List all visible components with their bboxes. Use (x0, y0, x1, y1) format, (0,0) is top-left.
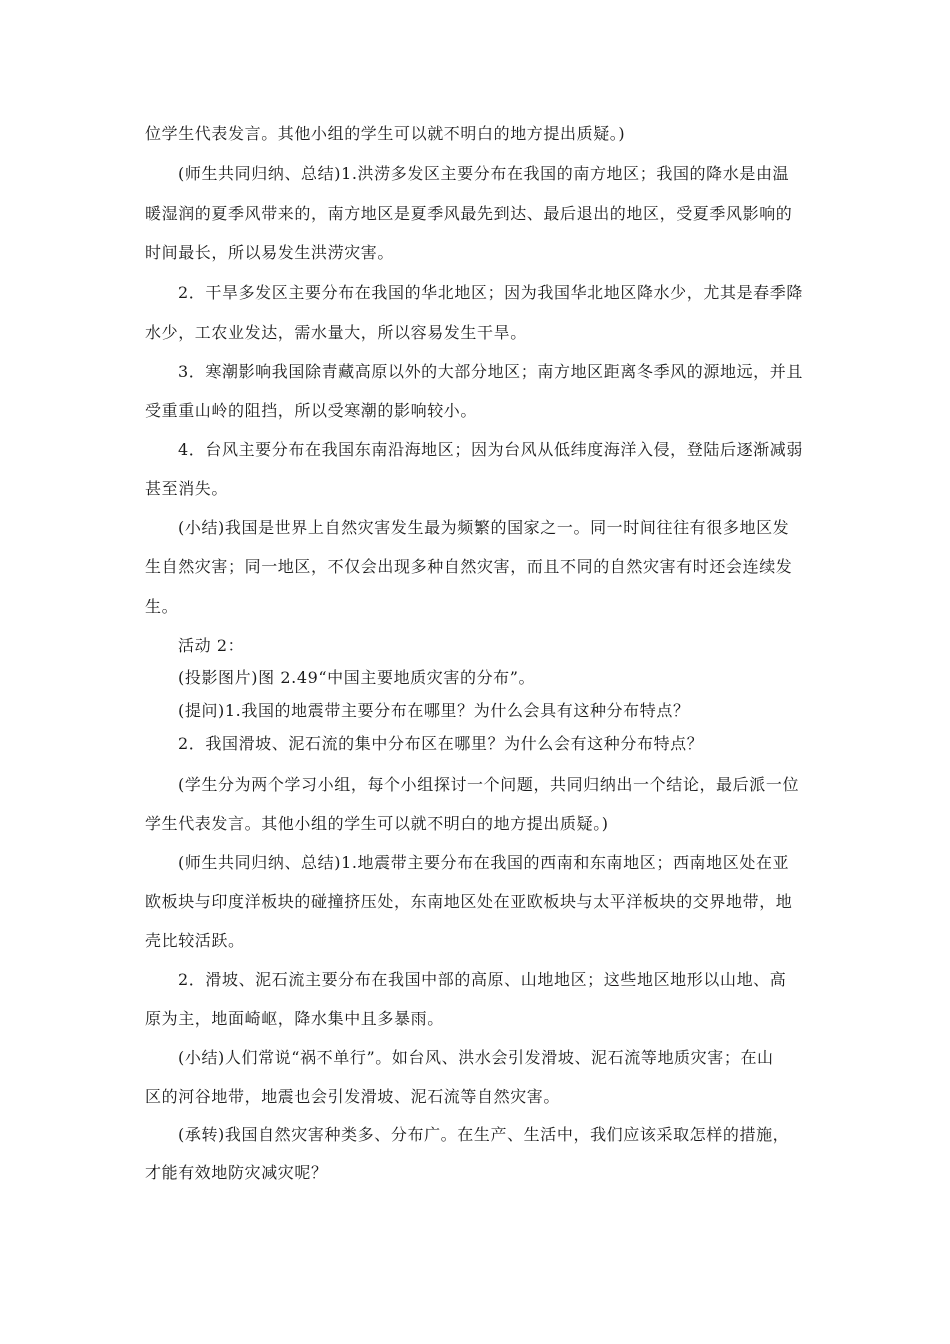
paragraph-line: 位学生代表发言。其他小组的学生可以就不明白的地方提出质疑。) (145, 124, 626, 143)
paragraph-line: (投影图片)图 2.49“中国主要地质灾害的分布”。 (178, 668, 536, 687)
paragraph-line: (小结)我国是世界上自然灾害发生最为频繁的国家之一。同一时间往往有很多地区发 (178, 518, 790, 537)
paragraph-line: 原为主，地面崎岖，降水集中且多暴雨。 (145, 1009, 444, 1028)
paragraph-line: 2．滑坡、泥石流主要分布在我国中部的高原、山地地区；这些地区地形以山地、高 (178, 970, 787, 989)
paragraph-line: (小结)人们常说“祸不单行”。如台风、洪水会引发滑坡、泥石流等地质灾害；在山 (178, 1048, 774, 1067)
paragraph-line: 才能有效地防灾减灾呢？ (145, 1163, 328, 1182)
paragraph-line: (承转)我国自然灾害种类多、分布广。在生产、生活中，我们应该采取怎样的措施， (178, 1125, 790, 1144)
paragraph-line: 生自然灾害；同一地区，不仅会出现多种自然灾害，而且不同的自然灾害有时还会连续发 (145, 557, 793, 576)
paragraph-line: 活动 2： (178, 636, 245, 655)
paragraph-line: 欧板块与印度洋板块的碰撞挤压处，东南地区处在亚欧板块与太平洋板块的交界地带，地 (145, 892, 793, 911)
paragraph-line: (学生分为两个学习小组，每个小组探讨一个问题，共同归纳出一个结论，最后派一位 (178, 775, 800, 794)
paragraph-line: 4．台风主要分布在我国东南沿海地区；因为台风从低纬度海洋入侵，登陆后逐渐减弱 (178, 440, 803, 459)
paragraph-line: 生。 (145, 597, 179, 616)
paragraph-line: 暖湿润的夏季风带来的，南方地区是夏季风最先到达、最后退出的地区，受夏季风影响的 (145, 204, 793, 223)
paragraph-line: (师生共同归纳、总结)1.洪涝多发区主要分布在我国的南方地区；我国的降水是由温 (178, 164, 790, 183)
paragraph-line: 受重重山岭的阻挡，所以受寒潮的影响较小。 (145, 401, 478, 420)
paragraph-line: 2．干旱多发区主要分布在我国的华北地区；因为我国华北地区降水少，尤其是春季降 (178, 283, 803, 302)
paragraph-line: (师生共同归纳、总结)1.地震带主要分布在我国的西南和东南地区；西南地区处在亚 (178, 853, 790, 872)
paragraph-line: 时间最长，所以易发生洪涝灾害。 (145, 243, 395, 262)
paragraph-line: 学生代表发言。其他小组的学生可以就不明白的地方提出质疑。) (145, 814, 609, 833)
paragraph-line: (提问)1.我国的地震带主要分布在哪里？为什么会具有这种分布特点？ (178, 701, 690, 720)
paragraph-line: 3．寒潮影响我国除青藏高原以外的大部分地区；南方地区距离冬季风的源地远，并且 (178, 362, 803, 381)
paragraph-line: 甚至消失。 (145, 479, 229, 498)
paragraph-line: 2．我国滑坡、泥石流的集中分布区在哪里？为什么会有这种分布特点？ (178, 734, 704, 753)
paragraph-line: 壳比较活跃。 (145, 931, 245, 950)
paragraph-line: 区的河谷地带，地震也会引发滑坡、泥石流等自然灾害。 (145, 1087, 561, 1106)
paragraph-line: 水少，工农业发达，需水量大，所以容易发生干旱。 (145, 323, 527, 342)
